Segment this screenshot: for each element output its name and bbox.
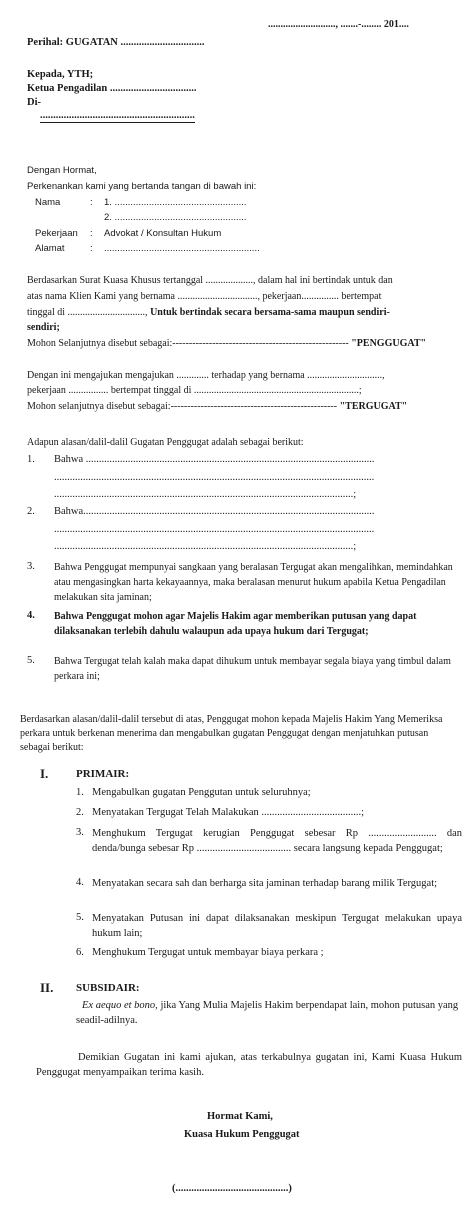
alasan-num-1: 1. <box>27 454 35 465</box>
kepada-line: Kepada, YTH; <box>27 69 94 80</box>
alasan-cont-1a: .......................................................................................................................... <box>54 472 375 483</box>
alasan-num-3: 3. <box>27 561 35 572</box>
primair-text-4: Menyatakan secara sah dan berharga sita jaminan terhadap barang milik Tergugat; <box>92 878 438 889</box>
date-line: ..........................., .......-........ 201.... <box>268 19 409 30</box>
address-underline: ........................................................... <box>40 110 195 121</box>
alasan-cont-2a: .......................................................................................................................... <box>54 524 375 535</box>
alasan-text-5: Bahwa Tergugat telah kalah maka dapat dihukum untuk membayar segala biaya yang timbul dalam perkara ini; <box>54 656 451 682</box>
tergugat-line-1: Dengan ini mengajukan mengajukan ............. terhadap yang bernama .............................., <box>27 370 385 381</box>
primair-num-2: 2. <box>76 807 84 818</box>
alasan-cont-2b: ..................................................................................................................; <box>54 541 357 552</box>
primair-num-1: 1. <box>76 787 84 798</box>
primair-text-1: Mengabulkan gugatan Penggutan untuk seluruhnya; <box>92 787 311 798</box>
penggugat-label: "PENGGUGAT" <box>348 338 427 349</box>
kuasa-line-1: Berdasarkan Surat Kuasa Khusus tertanggal ..................., dalam hal ini bertindak untuk dan <box>27 275 393 286</box>
tergugat-line-2: pekerjaan ................ bertempat tinggal di ..................................................................; <box>27 385 362 396</box>
signature-role: Kuasa Hukum Penggugat <box>184 1129 300 1140</box>
kuasa-line-3-b: Untuk bertindak secara bersama-sama maupun sendiri- <box>147 307 390 318</box>
tergugat-label: "TERGUGAT" <box>337 401 408 412</box>
primair-num-3: 3. <box>76 827 84 838</box>
ketua-pengadilan-line: Ketua Pengadilan ................................. <box>27 83 197 94</box>
alasan-text-4: Bahwa Penggugat mohon agar Majelis Hakim agar memberikan putusan yang dapat dilaksanakan terlebih dahulu walaupun ada upaya hukum dari Tergugat; <box>54 611 417 637</box>
intro-line: Perkenankan kami yang bertanda tangan di bawah ini: <box>27 181 257 192</box>
subsidair-italic: Ex aequo et bono, <box>82 1000 158 1011</box>
alasan-text-2: Bahwa............................................................................................................... <box>54 506 375 517</box>
identity-sep-alamat: : <box>90 243 93 254</box>
identity-value-nama-1: 1. .................................................. <box>104 197 247 208</box>
closing-paragraph: Demikian Gugatan ini kami ajukan, atas terkabulnya gugatan ini, Kami Kuasa Hukum Penggugat menyampaikan terima kasih. <box>36 1052 462 1078</box>
kuasa-line-2: atas nama Klien Kami yang bernama ................................, pekerjaan............... bertempat <box>27 291 382 302</box>
primair-text-5: Menyatakan Putusan ini dapat dilaksanakan meskipun Tergugat melakukan upaya hukum lain; <box>92 913 462 939</box>
greeting: Dengan Hormat, <box>27 165 97 176</box>
signature-greeting: Hormat Kami, <box>207 1111 273 1122</box>
alasan-cont-1b: ..................................................................................................................; <box>54 489 357 500</box>
alasan-text-1: Bahwa .............................................................................................................. <box>54 454 375 465</box>
primair-title: PRIMAIR: <box>76 768 130 780</box>
alasan-num-4: 4. <box>27 610 35 621</box>
subsidair-title: SUBSIDAIR: <box>76 982 140 994</box>
identity-label-alamat: Alamat <box>35 243 65 254</box>
signature-name-line: (...........................................) <box>172 1183 292 1194</box>
penggugat-line <box>27 337 426 350</box>
di-line: Di- <box>27 97 41 108</box>
identity-label-pekerjaan: Pekerjaan <box>35 228 78 239</box>
identity-label-nama: Nama <box>35 197 61 208</box>
kuasa-line-3-a: tinggal di ..............................., <box>27 307 148 318</box>
alasan-intro: Adapun alasan/dalil-dalil Gugatan Penggugat adalah sebagai berikut: <box>27 437 304 448</box>
primair-num-5: 5. <box>76 912 84 923</box>
primair-num-6: 6. <box>76 947 84 958</box>
primair-roman: I. <box>40 766 49 781</box>
petitum-intro: Berdasarkan alasan/dalil-dalil tersebut di atas, Penggugat mohon kepada Majelis Hakim Yang Memeriksa perkara untuk berkenan menerima dan mengabulkan gugatan Penggugat dengan menjatuhkan putusan sebagai berikut: <box>20 714 443 753</box>
kuasa-line-3 <box>27 306 390 319</box>
identity-sep-nama: : <box>90 197 93 208</box>
identity-sep-pekerjaan: : <box>90 228 93 239</box>
alasan-num-2: 2. <box>27 506 35 517</box>
perihal-label: Perihal: GUGATAN <box>27 37 118 48</box>
tergugat-line-3-a: Mohon selanjutnya disebut sebagai:-------------------------------------------------- <box>27 401 338 412</box>
perihal-line <box>27 36 205 49</box>
primair-text-3: Menghukum Tergugat kerugian Penggugat sebesar Rp .......................... dan denda/bunga sebesar Rp .................................... secara langsung kepada Penggugat; <box>92 828 462 854</box>
primair-num-4: 4. <box>76 877 84 888</box>
subsidair-text <box>76 998 462 1028</box>
primair-text-2: Menyatakan Tergugat Telah Malakukan ......................................; <box>92 807 365 818</box>
alasan-text-3: Bahwa Penggugat mempunyai sangkaan yang beralasan Tergugat akan mengalihkan, memindahkan atau mengasingkan harta kekayaannya, maka beralasan menurut hukum apabila Ketua Pengadilan melakukan sita jaminan; <box>54 562 453 603</box>
primair-text-6: Menghukum Tergugat untuk membayar biaya perkara ; <box>92 947 324 958</box>
subsidair-rest: jika Yang Mulia Majelis Hakim berpendapat lain, mohon putusan yang seadil-adilnya. <box>76 1000 459 1026</box>
tergugat-line-3 <box>27 400 407 413</box>
identity-value-nama-2: 2. .................................................. <box>104 212 247 223</box>
perihal-dots: ................................ <box>117 37 205 48</box>
identity-value-pekerjaan: Advokat / Konsultan Hukum <box>104 228 222 239</box>
subsidair-roman: II. <box>40 980 54 995</box>
alasan-num-5: 5. <box>27 655 35 666</box>
kuasa-line-4: sendiri; <box>27 322 60 333</box>
identity-value-alamat: ........................................................... <box>104 243 260 254</box>
penggugat-line-a: Mohon Selanjutnya disebut sebagai:----------------------------------------------------- <box>27 338 349 349</box>
